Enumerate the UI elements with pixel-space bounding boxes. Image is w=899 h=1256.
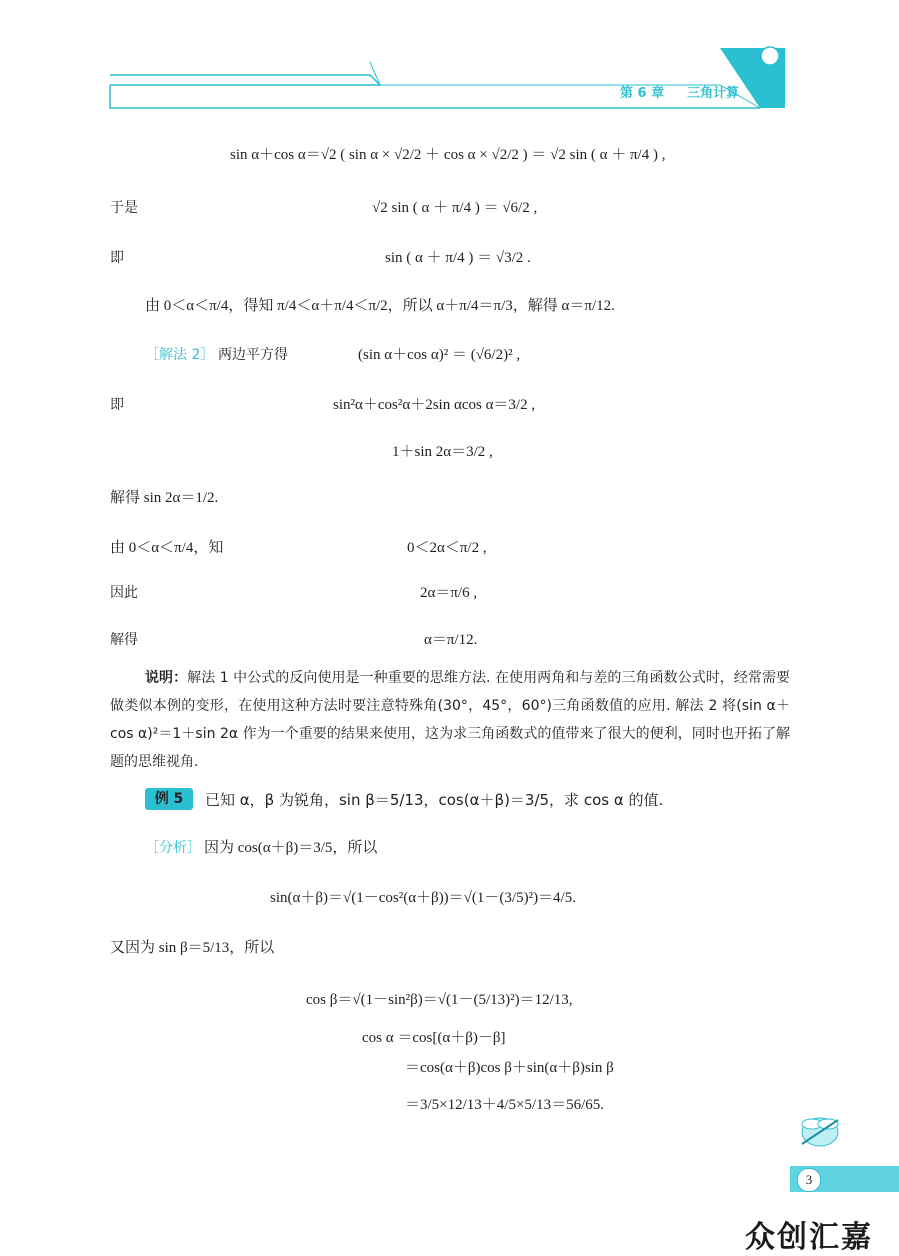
equation-line-5: (sin α＋cos α)² ＝ (√6/2)² , [358, 347, 521, 363]
note-paragraph [110, 664, 790, 776]
equation-line-1: sin α＋cos α＝√2 ( sin α × √2/2 ＋ cos α × √2/2 ) ＝ √2 sin ( α ＋ π/4 ) , [230, 147, 666, 163]
example-text: 已知 α，β 为锐角，sin β＝5/13，cos(α＋β)＝3/5，求 cos α 的值. [205, 791, 664, 809]
section-name: 三角计算 [687, 86, 740, 101]
label-jiede: 解得 [110, 632, 138, 648]
example-badge: 例 5 [154, 791, 184, 807]
note-title: 说明： [145, 670, 188, 686]
equation-line-3: sin ( α ＋ π/4 ) ＝ √3/2 . [385, 250, 531, 266]
label-ji-1: 即 [110, 250, 124, 266]
label-ji-2: 即 [110, 397, 124, 413]
equation-line-2: √2 sin ( α ＋ π/4 ) ＝ √6/2 , [372, 200, 538, 216]
analysis-equation-6: ＝3/5×12/13＋4/5×5/13＝56/65. [405, 1097, 605, 1113]
header-frame [0, 0, 899, 120]
equation-line-11: α＝π/12. [424, 632, 478, 648]
method-2-label: ［解法 2］ [145, 347, 215, 363]
analysis-equation-3: cos β＝√(1－sin²β)＝√(1－(5/13)²)＝12/13, [306, 992, 573, 1008]
analysis-text-2: 又因为 sin β＝5/13，所以 [110, 940, 275, 956]
label-yushi: 于是 [110, 200, 138, 216]
page-number: 3 [797, 1168, 821, 1192]
analysis-equation-4: cos α ＝cos[(α＋β)－β] [362, 1030, 506, 1046]
analysis-equation-1: sin(α＋β)＝√(1－cos²(α＋β))＝√(1－(3/5)²)＝4/5. [270, 890, 576, 906]
equation-line-9: 0＜2α＜π/2 , [407, 540, 487, 556]
equation-line-6: sin²α＋cos²α＋2sin αcos α＝3/2 , [333, 397, 536, 413]
equation-line-8: 解得 sin 2α＝1/2. [110, 490, 219, 506]
equation-line-7: 1＋sin 2α＝3/2 , [392, 444, 493, 460]
analysis-equation-5: ＝cos(α＋β)cos β＋sin(α＋β)sin β [405, 1060, 614, 1076]
example-badge-bg [145, 788, 193, 810]
equation-line-10: 2α＝π/6 , [420, 585, 478, 601]
label-condition: 由 0＜α＜π/4，知 [110, 540, 224, 556]
watermark-logo: 众创汇嘉 [745, 1220, 873, 1255]
note-text: 解法 1 中公式的反向使用是一种重要的思维方法. 在使用两角和与差的三角函数公式时，经常需要做类似本例的变形，在使用这种方法时要注意特殊角(30°，45°，60°)三角函数值的应用. 解法 2 将(sin α＋cos α)²＝1＋sin 2α 作为一个重要的结果来使用，这为求三角函数式的值带来了很大的便利，同时也开拓了解题的思维视角. [110, 670, 790, 770]
label-yinci: 因此 [110, 585, 138, 601]
chapter-number: 第 6 章 [620, 86, 665, 101]
chapter-title [620, 82, 739, 101]
dragonfly-icon [790, 1110, 850, 1160]
analysis-label: ［分析］ [145, 840, 201, 856]
equation-line-4: 由 0＜α＜π/4，得知 π/4＜α＋π/4＜π/2，所以 α＋π/4＝π/3，解得 α＝π/12. [145, 298, 615, 314]
method-2-text: 两边平方得 [218, 347, 288, 363]
analysis-text: 因为 cos(α＋β)＝3/5，所以 [204, 840, 378, 856]
